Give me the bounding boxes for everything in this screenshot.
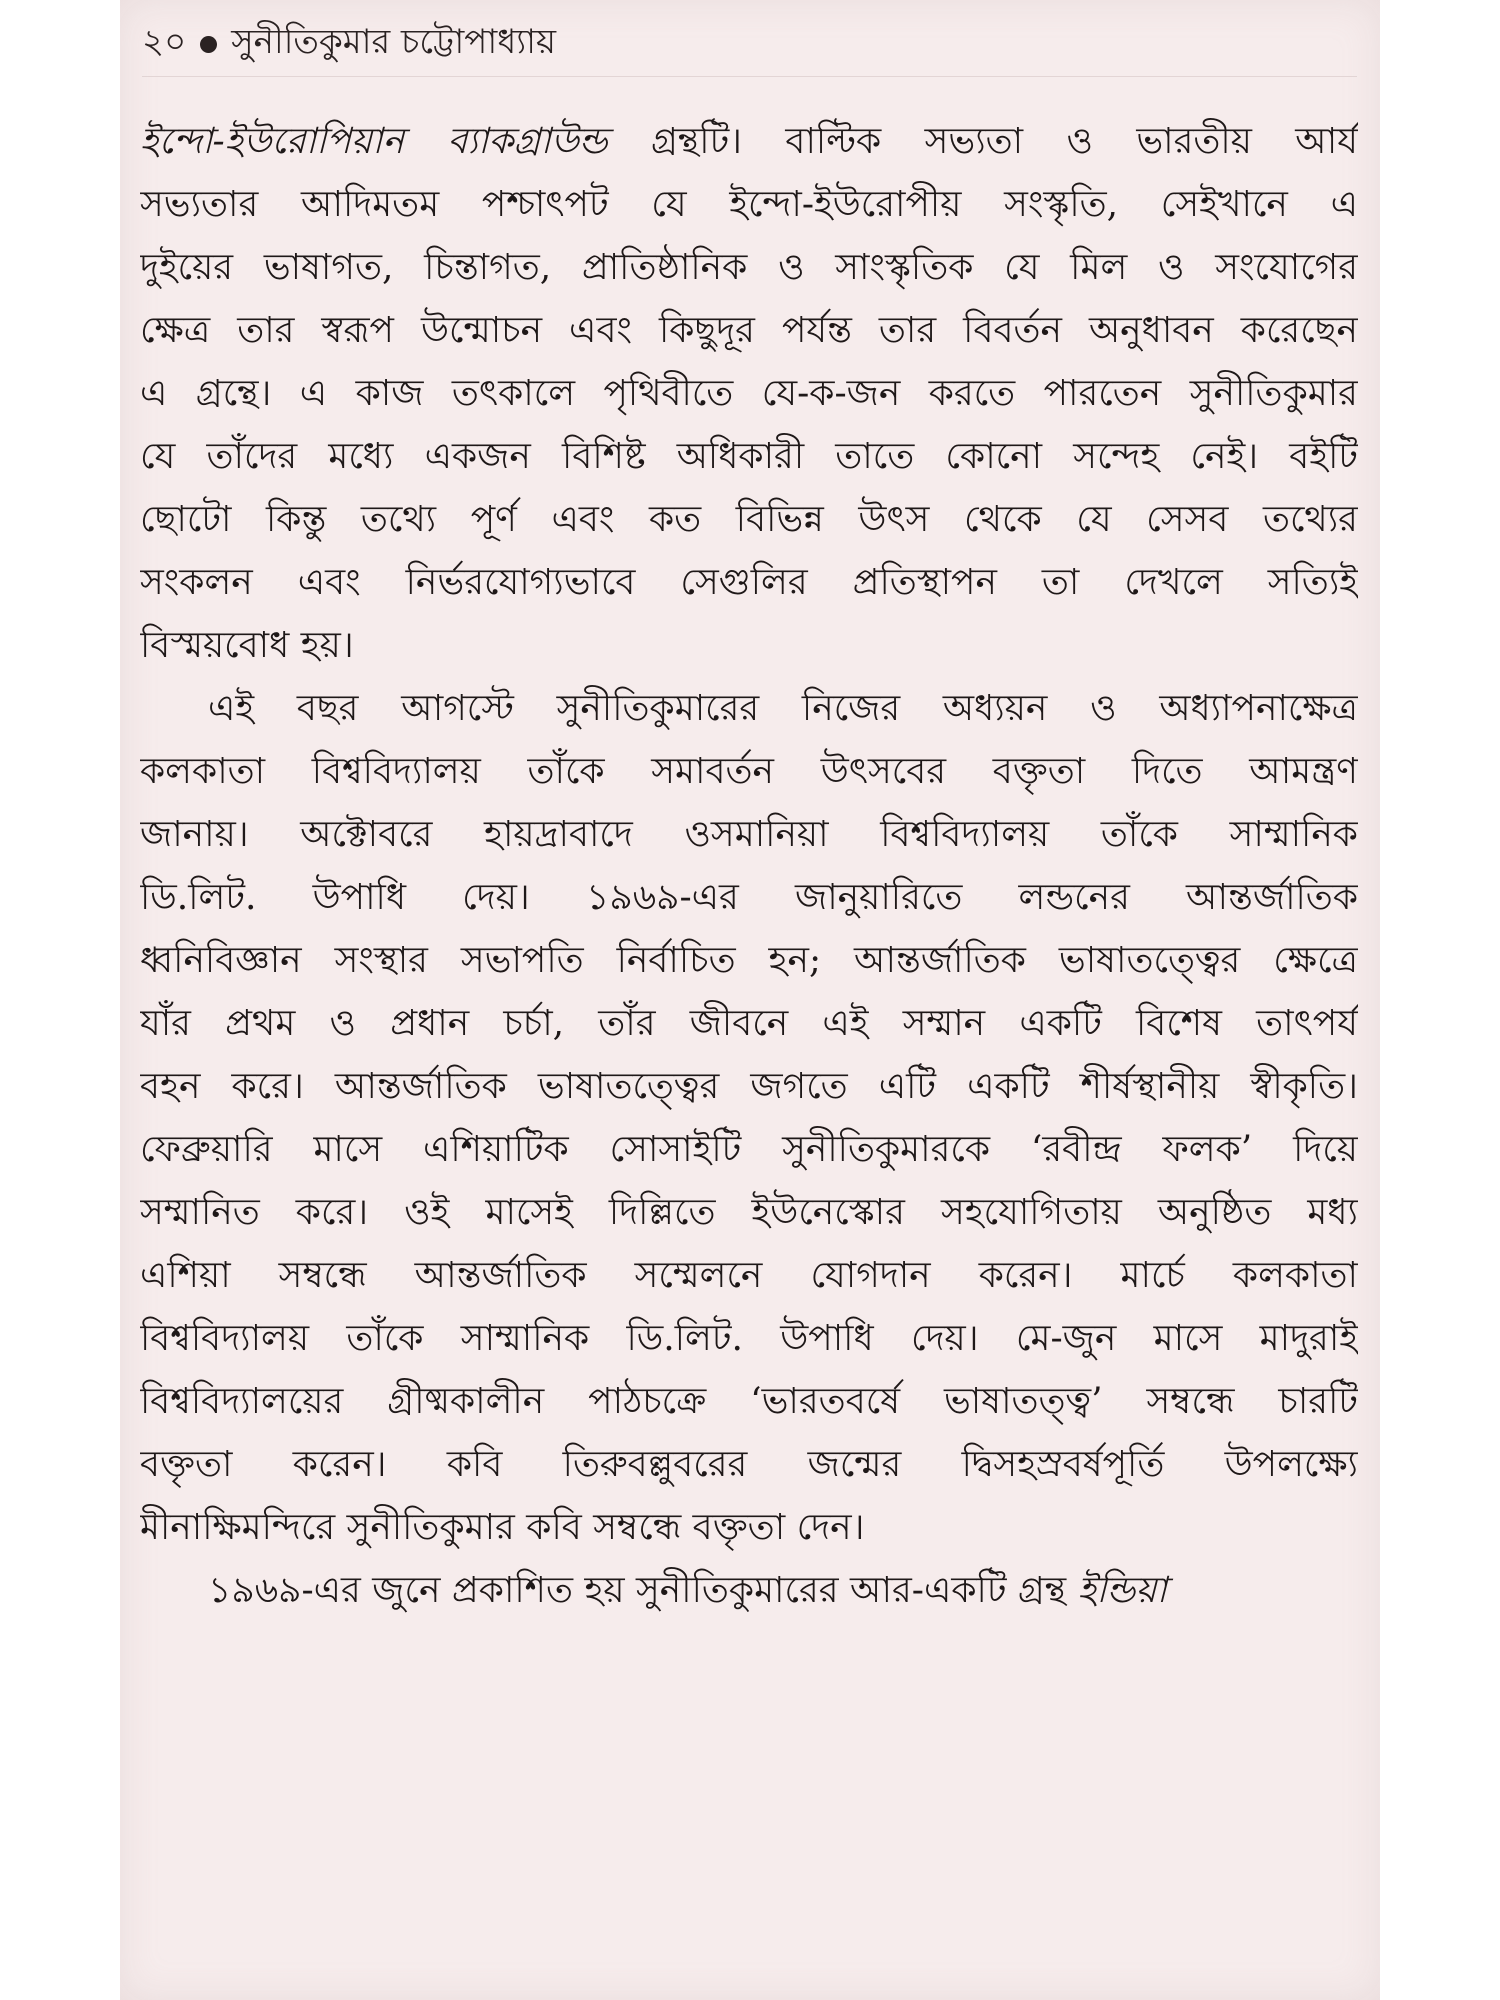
text-line: যে তাঁদের মধ্যে একজন বিশিষ্ট অধিকারী তাতে কোনো সন্দেহ নেই। বইটি	[140, 436, 1358, 477]
paragraph-first-line: এই বছর আগস্টে সুনীতিকুমারের নিজের অধ্যয়ন ও অধ্যাপনাক্ষেত্র	[208, 688, 1358, 729]
text-line: দুইয়ের ভাষাগত, চিন্তাগত, প্রাতিষ্ঠানিক ও সাংস্কৃতিক যে মিল ও সংযোগের	[140, 247, 1358, 288]
paragraph-first-line: ১৯৬৯-এর জুনে প্রকাশিত হয় সুনীতিকুমারের আর-একটি গ্রন্থ ইন্ডিয়া	[208, 1570, 1167, 1611]
text-line: ডি.লিট. উপাধি দেয়। ১৯৬৯-এর জানুয়ারিতে লন্ডনের আন্তর্জাতিক	[140, 877, 1358, 918]
text-line: ক্ষেত্র তার স্বরূপ উন্মোচন এবং কিছুদূর পর্যন্ত তার বিবর্তন অনুধাবন করেছেন	[140, 310, 1358, 351]
book-page	[120, 0, 1380, 2000]
text-line: মীনাক্ষিমন্দিরে সুনীতিকুমার কবি সম্বন্ধে বক্তৃতা দেন।	[140, 1507, 865, 1548]
text-line: বিশ্ববিদ্যালয় তাঁকে সাম্মানিক ডি.লিট. উপাধি দেয়। মে-জুন মাসে মাদুরাই	[140, 1318, 1358, 1359]
text-line: এশিয়া সম্বন্ধে আন্তর্জাতিক সম্মেলনে যোগদান করেন। মার্চে কলকাতা	[140, 1255, 1358, 1296]
text-line: ধ্বনিবিজ্ঞান সংস্থার সভাপতি নির্বাচিত হন; আন্তর্জাতিক ভাষাতত্ত্বের ক্ষেত্রে	[140, 940, 1358, 981]
text-line: বক্তৃতা করেন। কবি তিরুবল্লুবরের জন্মের দ্বিসহস্রবর্ষপূর্তি উপলক্ষ্যে	[140, 1444, 1358, 1485]
text-line: যাঁর প্রথম ও প্রধান চর্চা, তাঁর জীবনে এই সম্মান একটি বিশেষ তাৎপর্য	[140, 1003, 1358, 1044]
running-header	[142, 18, 556, 70]
body-text	[140, 110, 1358, 1622]
page-number: ২০	[142, 21, 187, 62]
header-rule	[142, 76, 1357, 77]
text-line: বহন করে। আন্তর্জাতিক ভাষাতত্ত্বের জগতে এটি একটি শীর্ষস্থানীয় স্বীকৃতি।	[140, 1066, 1358, 1107]
text-line: জানায়। অক্টোবরে হায়দ্রাবাদে ওসমানিয়া বিশ্ববিদ্যালয় তাঁকে সাম্মানিক	[140, 814, 1358, 855]
text-line: ইন্দো-ইউরোপিয়ান ব্যাকগ্রাউন্ড গ্রন্থটি। বাল্টিক সভ্যতা ও ভারতীয় আর্য	[140, 121, 1358, 162]
running-header-author: সুনীতিকুমার চট্টোপাধ্যায়	[231, 21, 557, 62]
text-line: বিশ্ববিদ্যালয়ের গ্রীষ্মকালীন পাঠচক্রে ‘ভারতবর্ষে ভাষাতত্ত্ব’ সম্বন্ধে চারটি	[140, 1381, 1358, 1422]
text-line: সংকলন এবং নির্ভরযোগ্যভাবে সেগুলির প্রতিস্থাপন তা দেখলে সত্যিই	[140, 562, 1358, 603]
text-line: সম্মানিত করে। ওই মাসেই দিল্লিতে ইউনেস্কোর সহযোগিতায় অনুষ্ঠিত মধ্য	[140, 1192, 1358, 1233]
text-line: ফেব্রুয়ারি মাসে এশিয়াটিক সোসাইটি সুনীতিকুমারকে ‘রবীন্দ্র ফলক’ দিয়ে	[140, 1129, 1358, 1170]
text-line: এ গ্রন্থে। এ কাজ তৎকালে পৃথিবীতে যে-ক-জন করতে পারতেন সুনীতিকুমার	[140, 373, 1358, 414]
text-line: বিস্ময়বোধ হয়।	[140, 625, 354, 666]
italic-book-title: ইন্দো-ইউরোপিয়ান ব্যাকগ্রাউন্ড	[140, 121, 608, 162]
text-line: সভ্যতার আদিমতম পশ্চাৎপট যে ইন্দো-ইউরোপীয় সংস্কৃতি, সেইখানে এ	[140, 184, 1358, 225]
text-line: ছোটো কিন্তু তথ্যে পূর্ণ এবং কত বিভিন্ন উৎস থেকে যে সেসব তথ্যের	[140, 499, 1358, 540]
text-line: কলকাতা বিশ্ববিদ্যালয় তাঁকে সমাবর্তন উৎসবের বক্তৃতা দিতে আমন্ত্রণ	[140, 751, 1358, 792]
bullet-separator-icon	[200, 36, 217, 53]
italic-book-title: ইন্ডিয়া	[1077, 1570, 1167, 1611]
